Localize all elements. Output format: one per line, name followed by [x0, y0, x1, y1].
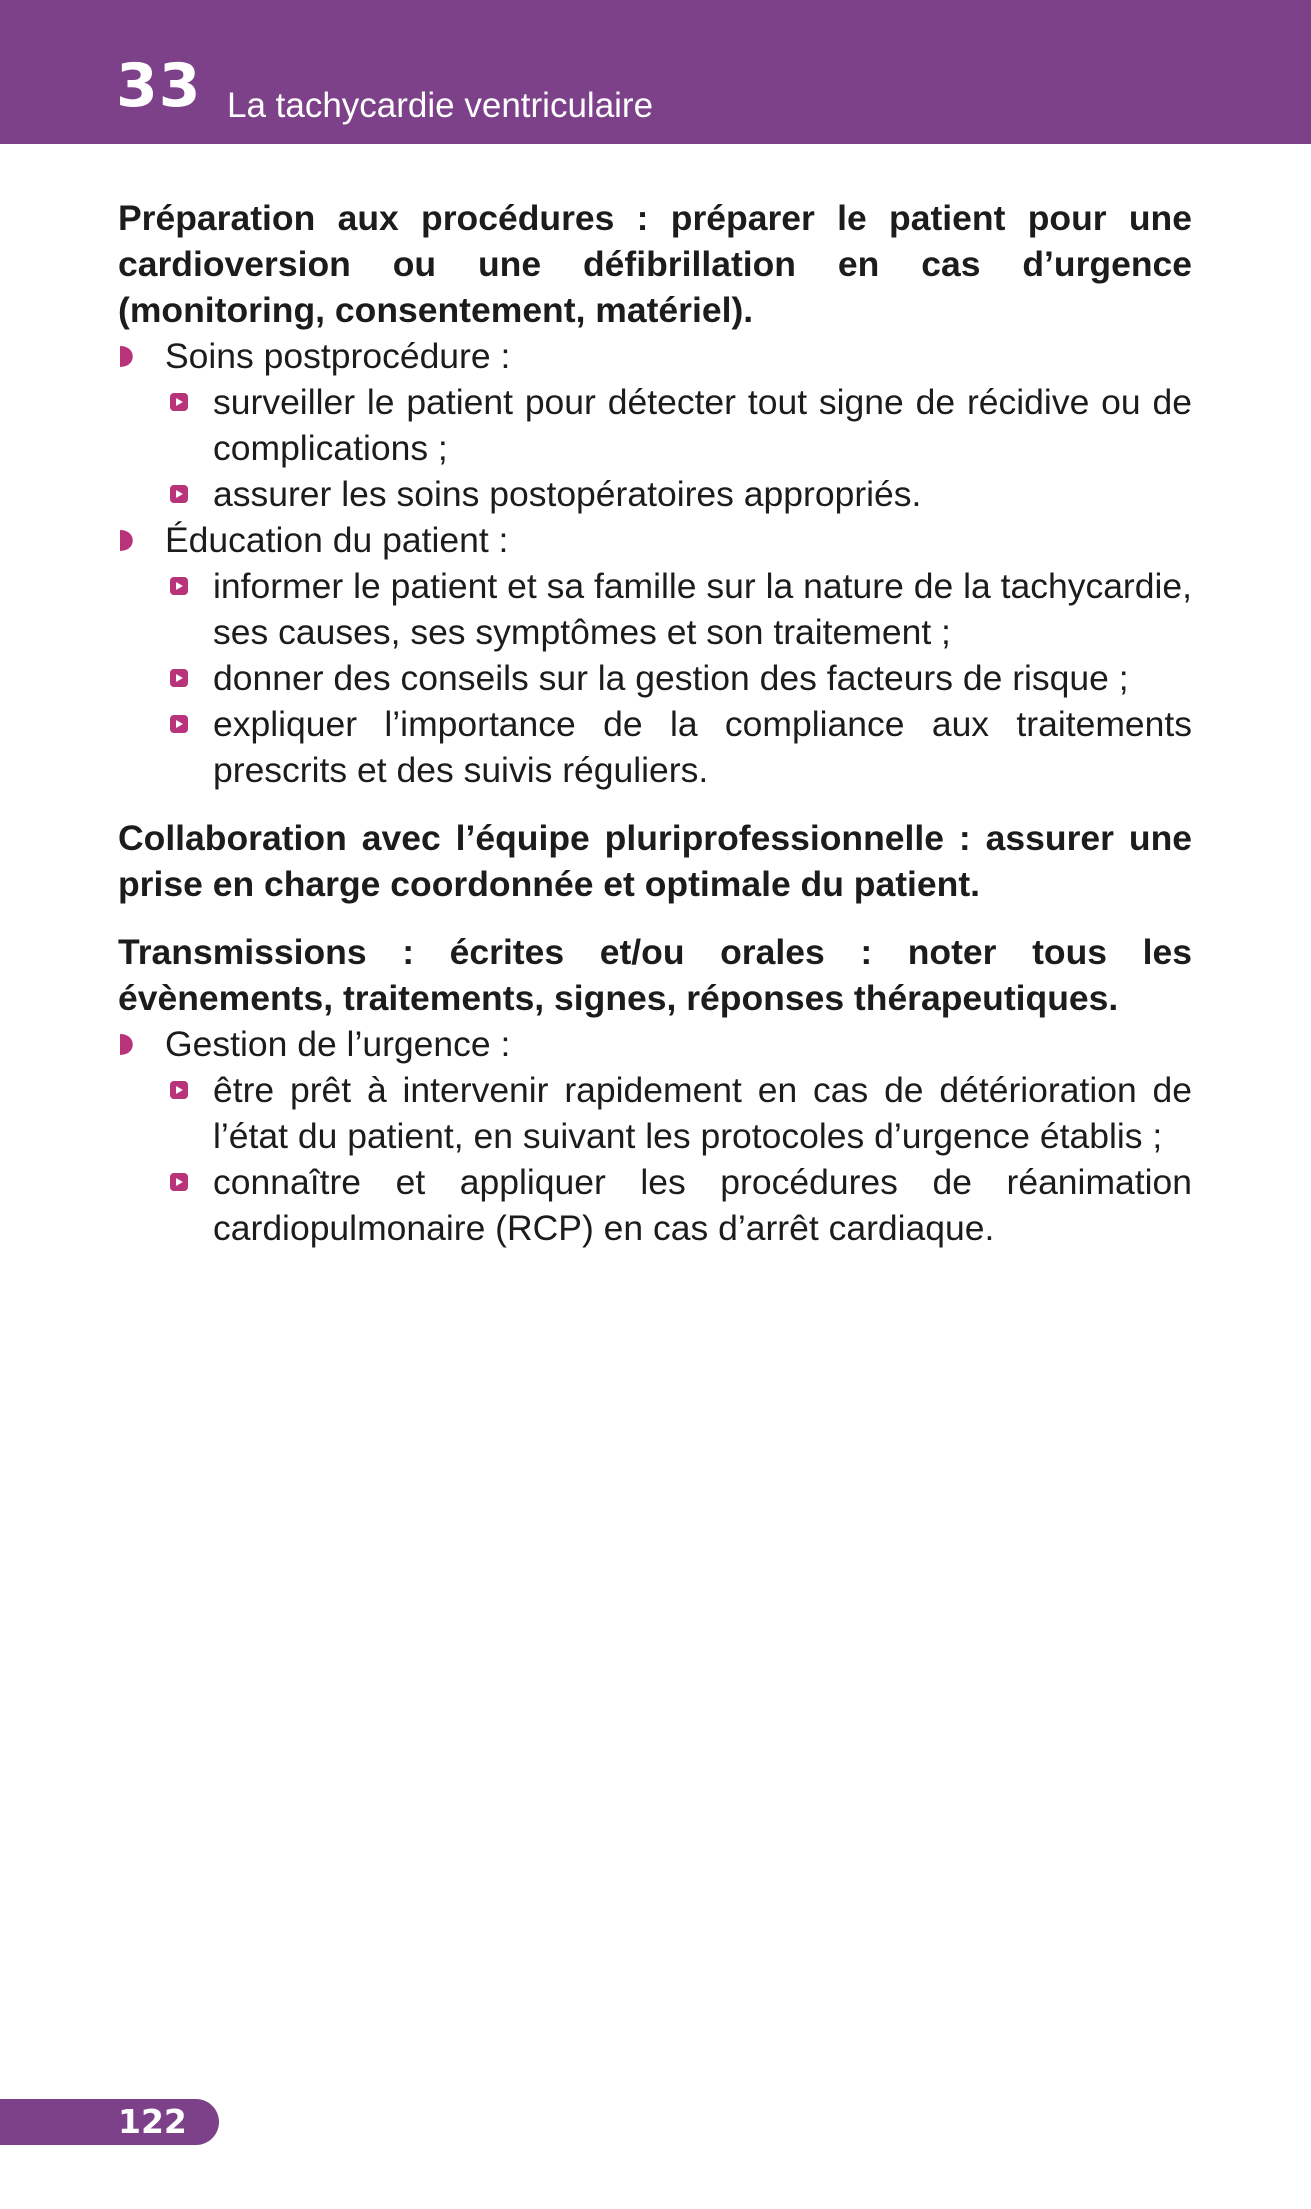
- square-arrow-bullet-icon: [170, 1081, 188, 1099]
- sub-list-item: [118, 655, 1192, 701]
- list-item-label: Soins postprocédure :: [165, 336, 511, 376]
- list-item: [118, 333, 1192, 379]
- sub-list-item-text: connaître et appliquer les procédures de réanimation cardiopulmonaire (RCP) en cas d’arrêt cardiaque.: [213, 1162, 1192, 1248]
- preparation-paragraph: Préparation aux procédures : préparer le patient pour une cardioversion ou une défibrillation en cas d’urgence (monitoring, consentement, matériel).: [118, 198, 1192, 330]
- sub-list-item: [118, 563, 1192, 655]
- page-header: [0, 0, 1311, 144]
- section1-list: [118, 333, 1192, 793]
- collaboration-paragraph: Collaboration avec l’équipe pluriprofessionnelle : assurer une prise en charge coordonnée et optimale du patient.: [118, 818, 1192, 904]
- list-item-label: Gestion de l’urgence :: [165, 1024, 511, 1064]
- sub-list-item-text: surveiller le patient pour détecter tout signe de récidive ou de complications ;: [213, 382, 1192, 468]
- half-circle-bullet-icon: [120, 530, 133, 551]
- sub-list-item: [118, 701, 1192, 793]
- sub-list-item-text: donner des conseils sur la gestion des facteurs de risque ;: [213, 658, 1129, 698]
- chapter-title: La tachycardie ventriculaire: [227, 86, 654, 125]
- half-circle-bullet-icon: [120, 1034, 133, 1055]
- half-circle-bullet-icon: [120, 346, 133, 367]
- sub-list-item-text: être prêt à intervenir rapidement en cas de détérioration de l’état du patient, en suivant les protocoles d’urgence établis ;: [213, 1070, 1192, 1156]
- sub-list-item: [118, 1067, 1192, 1159]
- square-arrow-bullet-icon: [170, 485, 188, 503]
- section2-list: [118, 1021, 1192, 1251]
- list-item: [118, 517, 1192, 563]
- sub-list-item: [118, 1159, 1192, 1251]
- square-arrow-bullet-icon: [170, 669, 188, 687]
- page-content: [118, 195, 1192, 1251]
- square-arrow-bullet-icon: [170, 393, 188, 411]
- square-arrow-bullet-icon: [170, 577, 188, 595]
- chapter-number: 33: [116, 51, 202, 121]
- sub-list-item: [118, 471, 1192, 517]
- sub-list-item-text: expliquer l’importance de la compliance aux traitements prescrits et des suivis réguliers.: [213, 704, 1192, 790]
- sub-list-item-text: assurer les soins postopératoires appropriés.: [213, 474, 922, 514]
- list-item-label: Éducation du patient :: [165, 520, 509, 560]
- sub-list-item: [118, 379, 1192, 471]
- square-arrow-bullet-icon: [170, 1173, 188, 1191]
- square-arrow-bullet-icon: [170, 715, 188, 733]
- sub-list-item-text: informer le patient et sa famille sur la nature de la tachycardie, ses causes, ses symptômes et son traitement ;: [213, 566, 1192, 652]
- page-number: 122: [118, 2102, 187, 2141]
- list-item: [118, 1021, 1192, 1067]
- transmissions-paragraph: Transmissions : écrites et/ou orales : noter tous les évènements, traitements, signes, réponses thérapeutiques.: [118, 932, 1192, 1018]
